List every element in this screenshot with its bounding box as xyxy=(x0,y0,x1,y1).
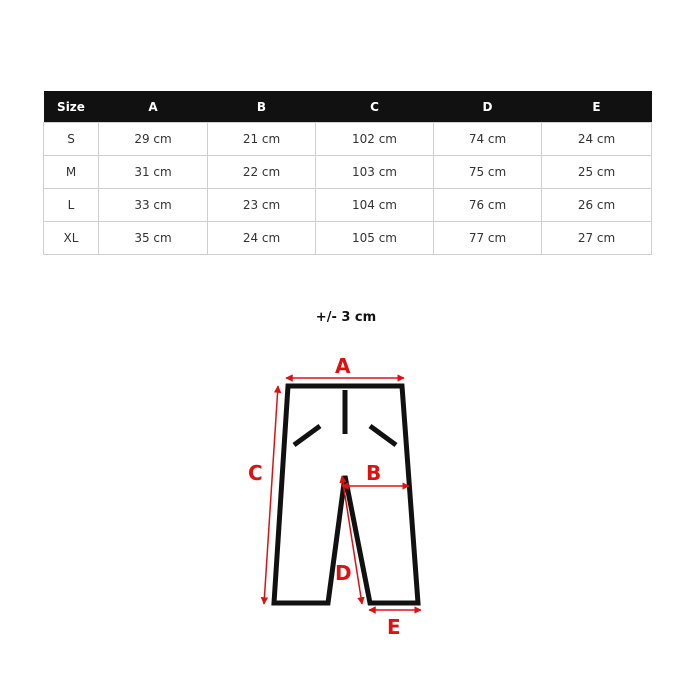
label-a: A xyxy=(335,354,351,378)
table-cell: 103 cm xyxy=(316,156,434,189)
table-cell: L xyxy=(44,189,99,222)
table-cell: M xyxy=(44,156,99,189)
table-cell: 105 cm xyxy=(316,222,434,255)
header-c: C xyxy=(316,91,434,123)
table-cell: XL xyxy=(44,222,99,255)
table-cell: 23 cm xyxy=(208,189,316,222)
label-c: C xyxy=(248,461,263,485)
right-pocket xyxy=(370,426,396,445)
label-b: B xyxy=(366,461,382,485)
label-d: D xyxy=(335,561,352,585)
table-cell: 24 cm xyxy=(542,123,652,156)
table-cell: 77 cm xyxy=(434,222,542,255)
table-cell: 74 cm xyxy=(434,123,542,156)
table-cell: 31 cm xyxy=(99,156,208,189)
table-cell: 21 cm xyxy=(208,123,316,156)
table-cell: 35 cm xyxy=(99,222,208,255)
header-d: D xyxy=(434,91,542,123)
table-cell: 76 cm xyxy=(434,189,542,222)
table-cell: 22 cm xyxy=(208,156,316,189)
header-size: Size xyxy=(44,91,99,123)
table-cell: 104 cm xyxy=(316,189,434,222)
table-cell: 33 cm xyxy=(99,189,208,222)
table-cell: S xyxy=(44,123,99,156)
table-cell: 75 cm xyxy=(434,156,542,189)
table-cell: 26 cm xyxy=(542,189,652,222)
table-cell: 27 cm xyxy=(542,222,652,255)
label-e: E xyxy=(387,615,401,639)
header-a: A xyxy=(99,91,208,123)
table-cell: 25 cm xyxy=(542,156,652,189)
header-b: B xyxy=(208,91,316,123)
tolerance-note: +/- 3 cm xyxy=(315,310,377,325)
table-cell: 102 cm xyxy=(316,123,434,156)
table-cell: 29 cm xyxy=(99,123,208,156)
table-cell: 24 cm xyxy=(208,222,316,255)
left-pocket xyxy=(294,426,320,445)
header-e: E xyxy=(542,91,652,123)
